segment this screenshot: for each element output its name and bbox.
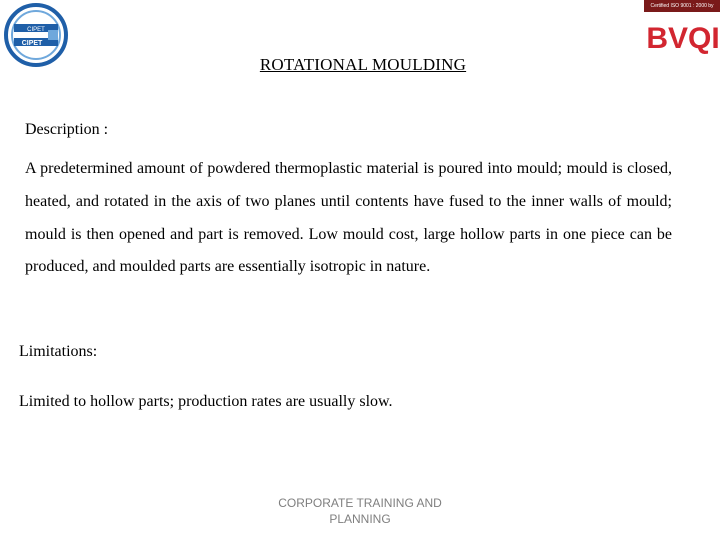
limitations-label: Limitations: [19,343,98,360]
page-title: ROTATIONAL MOULDING [259,55,467,74]
limitations-body: Limited to hollow parts; production rates are usually slow. [19,393,393,410]
certification-text: Certified ISO 9001 : 2000 by [644,0,720,12]
footer-line-2: PLANNING [329,512,391,526]
cipet-logo-text-2: CIPET [21,40,43,47]
footer-line-1: CORPORATE TRAINING AND [278,496,442,510]
description-label: Description : [25,121,109,138]
bvqi-certification-icon [646,14,720,55]
cipet-logo-text: CIPET [27,27,45,33]
footer [260,495,460,527]
description-body: A predetermined amount of powdered thermoplastic material is poured into mould; mould is closed, heated, and rotated in the axis of two planes until contents have fused to the inner walls of mould; mould is then opened and part is removed. Low mould cost, large hollow parts in one piece can be produced, and moulded parts are essentially isotropic in nature. [25,160,672,276]
bvqi-brand-text: BVQI [646,22,720,55]
bvqi-logo [644,0,720,54]
